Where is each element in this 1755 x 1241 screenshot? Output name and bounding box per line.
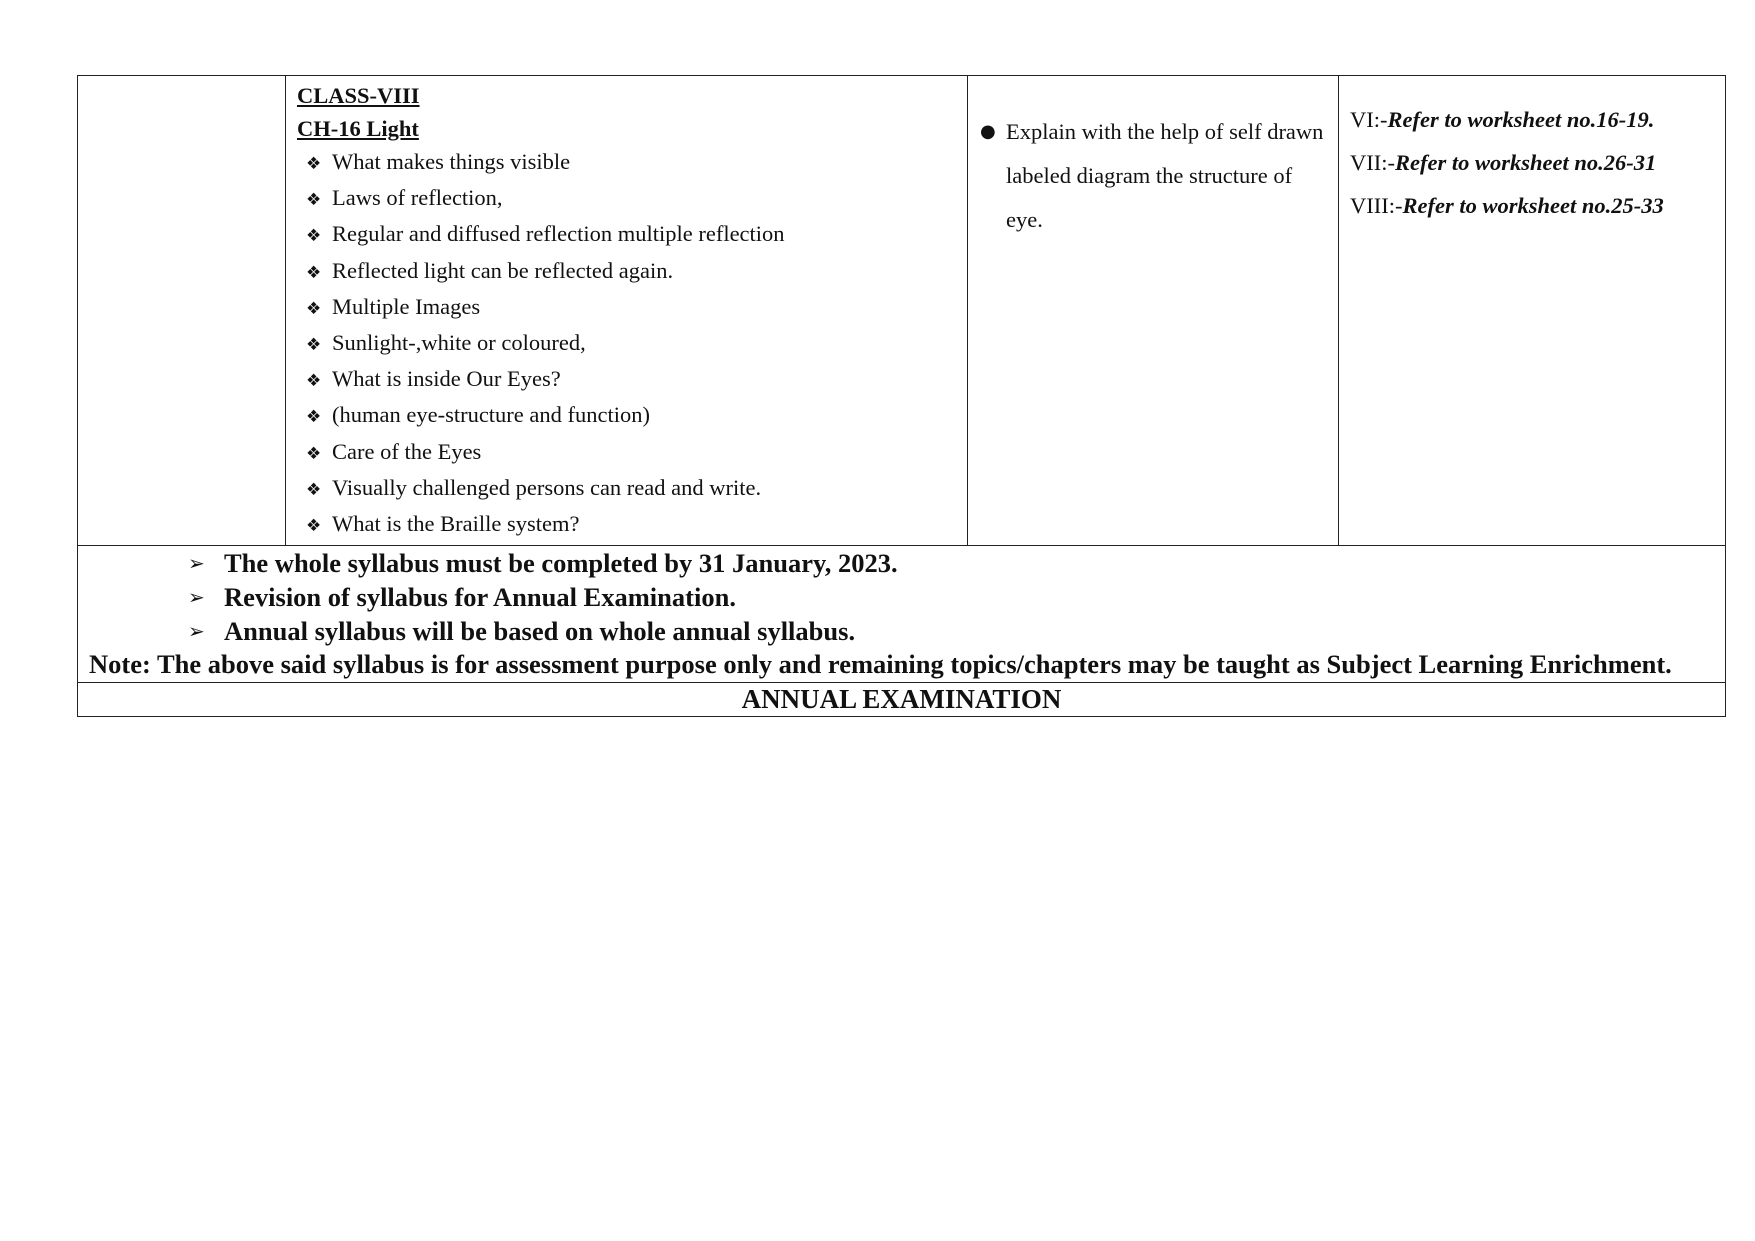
topic-item xyxy=(306,471,967,507)
notes-points xyxy=(89,546,1717,648)
worksheet-ref: Refer to worksheet no.26-31 xyxy=(1394,150,1657,175)
chapter-row xyxy=(78,76,1726,546)
topic-text: What makes things visible xyxy=(332,149,571,174)
syllabus-sheet xyxy=(77,75,1725,717)
topic-item xyxy=(306,435,967,471)
note-text: Note: The above said syllabus is for assessment purpose only and remaining topics/chapters may be taught as Subject Learning Enrichment. xyxy=(89,649,1672,680)
note-point xyxy=(89,546,1717,580)
arrow-bullet-icon: ➢ xyxy=(188,619,205,644)
note-point xyxy=(89,580,1717,614)
topic-item xyxy=(306,290,967,326)
diamond-bullet-icon: ❖ xyxy=(306,443,322,464)
topic-text: Sunlight-,white or coloured, xyxy=(332,330,586,356)
exam-heading: ANNUAL EXAMINATION xyxy=(78,683,1726,717)
worksheet-class: VIII:- xyxy=(1350,193,1403,218)
topic-text: What is inside Our Eyes? xyxy=(332,366,561,392)
worksheet-cell xyxy=(1339,76,1726,546)
topic-item xyxy=(306,507,967,543)
topic-item xyxy=(306,217,967,253)
note-point-text: Revision of syllabus for Annual Examination. xyxy=(224,582,736,613)
diamond-bullet-icon: ❖ xyxy=(306,262,322,283)
topic-text: (human eye-structure and function) xyxy=(332,402,650,428)
arrow-bullet-icon: ➢ xyxy=(188,551,205,576)
activity-text: Explain with the help of self drawn labeled diagram the structure of eye. xyxy=(1006,119,1324,232)
topic-item xyxy=(306,362,967,398)
topic-text: Regular and diffused reflection multiple reflection xyxy=(332,221,785,247)
syllabus-table xyxy=(77,75,1726,717)
diamond-bullet-icon: ❖ xyxy=(306,190,322,211)
topic-text: Multiple Images xyxy=(332,293,481,319)
notes-row xyxy=(78,546,1726,683)
topic-item xyxy=(306,326,967,362)
worksheet-line xyxy=(1350,98,1719,141)
diamond-bullet-icon: ❖ xyxy=(306,298,322,319)
topic-item xyxy=(306,254,967,290)
note-point-text: Annual syllabus will be based on whole annual syllabus. xyxy=(224,616,856,647)
topic-text: Laws of reflection, xyxy=(332,185,503,211)
diamond-bullet-icon: ❖ xyxy=(306,371,322,392)
topic-text: Reflected light can be reflected again. xyxy=(332,257,674,283)
worksheet-ref: Refer to worksheet no.16-19. xyxy=(1387,107,1655,132)
worksheet-ref: Refer to worksheet no.25-33 xyxy=(1402,193,1664,218)
chapter-heading: CH-16 Light xyxy=(297,116,419,141)
activity-item xyxy=(980,110,1324,242)
topics-cell xyxy=(286,76,968,546)
topic-item xyxy=(306,181,967,217)
diamond-bullet-icon: ❖ xyxy=(306,335,322,356)
month-cell xyxy=(78,76,286,546)
diamond-bullet-icon: ❖ xyxy=(306,226,322,247)
topic-list xyxy=(297,145,967,543)
bullet-icon: ● xyxy=(980,121,996,142)
note-point-text: The whole syllabus must be completed by 31 January, 2023. xyxy=(224,548,898,579)
class-heading: CLASS-VIII xyxy=(297,83,420,108)
worksheet-line xyxy=(1350,141,1719,184)
diamond-bullet-icon: ❖ xyxy=(306,479,322,500)
topic-item xyxy=(306,398,967,434)
diamond-bullet-icon: ❖ xyxy=(306,516,322,537)
worksheet-line xyxy=(1350,184,1719,227)
note-point xyxy=(89,614,1717,648)
topic-text: What is the Braille system? xyxy=(332,511,580,537)
worksheet-class: VII:- xyxy=(1350,150,1395,175)
notes-cell xyxy=(78,546,1726,683)
exam-row xyxy=(78,683,1726,717)
diamond-bullet-icon: ❖ xyxy=(306,154,322,174)
topic-item xyxy=(306,145,967,181)
worksheet-class: VI:- xyxy=(1350,107,1388,132)
diamond-bullet-icon: ❖ xyxy=(306,407,322,428)
worksheet-list xyxy=(1350,98,1719,227)
activity-cell xyxy=(968,76,1339,546)
topic-text: Visually challenged persons can read and write. xyxy=(332,474,762,500)
topic-text: Care of the Eyes xyxy=(332,438,482,464)
arrow-bullet-icon: ➢ xyxy=(188,585,205,610)
